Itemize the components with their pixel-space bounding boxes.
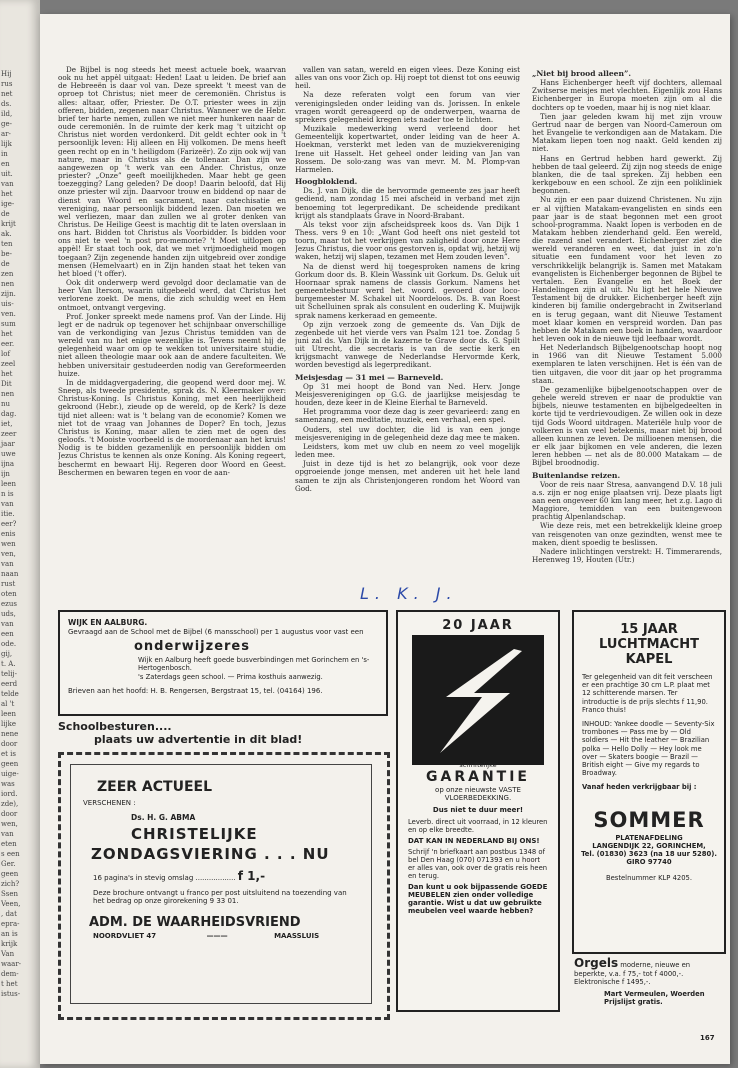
paragraph: Hans Eichenberger heeft vijf dochters, allemaal Zwitserse meisjes met vlechten. Eigenlijk zou Hans Eichenberger in Europa moeten zijn om al die dochters op te voeden, maar hij is nog niet klaar. [532, 78, 722, 112]
paragraph: Nadere inlichtingen verstrekt: H. Timmerarends, Herenweg 19, Houten (Utr.) [532, 546, 722, 565]
paragraph: Wie deze reis, met een betrekkelijk kleine groep van reisgenoten van onze gezindten, wenst mee te maken, dient spoedig te beslissen. [532, 521, 722, 547]
previous-page-fragment: zeel [1, 360, 16, 368]
ad-text: Dus niet te duur meer! [432, 806, 524, 814]
previous-page-fragment: Hij [1, 70, 12, 78]
ad-text: op onze nieuwste VASTE VLOERBEDEKKING. [435, 786, 521, 802]
previous-page-fragment: in [1, 150, 8, 158]
previous-page-fragment: Ger. [1, 860, 16, 868]
previous-page-fragment: leen [1, 710, 17, 718]
ad-text: Tel. (01830) 3623 (na 18 uur 5280). [581, 849, 717, 858]
previous-page-fragment: geen [1, 870, 19, 878]
page-number: 167 [700, 1034, 715, 1042]
previous-page-fragment: et is [1, 750, 17, 758]
previous-page-fragment: het [1, 370, 13, 378]
section-heading: Hoogbloklend. [295, 177, 358, 187]
previous-page-fragment: ven. [1, 310, 16, 318]
ad-price-line [93, 869, 371, 883]
paragraph: Op zijn verzoek zong de gemeente ds. Van Dijk de zegenbede uit het vierde vers van Psalm 121 toe. Zondag 5 juni zal ds. Van Dijk in de kazerne te Grave door ds. G. Spilt uit Utrecht, die secretaris is van de sectie kerk en krijgsmacht vanwege de Nederlandse Hervormde Kerk, worden bevestigd als legerpredikant. [295, 319, 520, 370]
ad-text: Ter gelegenheid van dit feit verscheen er een prachtige 30 cm L.P. plaat met 12 schitterende marsen. Ter introductie is de prijs slechts f 11,90. Franco thuis! [582, 673, 713, 714]
paragraph: In de middagvergadering, die geopend werd door mej. W. Sneep, als tweede presidente, sprak ds. N. Kleermaker over: Christus-Koning. Is Christus Koning, met een heerlijkheid gekroond (Hebr.), zieude op de wereld, op de Kerk? Is deze tijd niet alleen: wat is 't belang van de economie? Komen we niet tot de vraag van Johannes de Doper? En toch, Jezus Christus is Koning, maar allen te zien met de ogen des geloofs. 't Mooiste voorbeeld is de moordenaar aan het kruis! Nodig is te bidden gezamenlijk en persoonlijk bidden om Jezus Christus te kennen als onze Koning. Als Koning regeert, beschermt en bewaart Hij. Regeren door Woord en Geest. Beschermen en bewaren tegen en voor de aan- [58, 377, 286, 477]
previous-page-fragment: ild, [1, 110, 13, 118]
previous-page-fragment: t. A. [1, 660, 16, 668]
paragraph: Voor de reis naar Stresa, aanvangend D.V. 18 juli a.s. zijn er nog enige plaatsen vrij. Deze plaats ligt aan een ongeveer 60 km lang meer, het z.g. Lago di Maggiore, temidden van een buitengewoon prachtig Alpenlandschap. [532, 479, 722, 522]
previous-page-fragment: eer. [1, 340, 15, 348]
paragraph: De Bijbel is nog steeds het meest actuele boek, waarvan ook nu het appèl uitgaat: Heden! Laat u leiden. De brief aan de Hebreeën is daar vol van. Deze spreekt 't meest van de oproep tot Christus; niet meer de ceremoniën. Christus is alles: altaar, offer, Priester. De O.T. priester wees in zijn offeren, bidden, zegenen naar Christus. Wanneer we de Hebr. brief ter harte nemen, zullen we niet meer hunkeren naar de oude ceremoniën. In de ruimte der kerk mag 't uitzicht op Christus niet worden verdonkerd. Dit geldt echter ook in 't persoonlijk leven: Hij alleen en Hij volkomen. De mens heeft geen recht op en in 't heiligdom (Farizeër). Zo zijn ook wij van nature, maar in Christus als de tollenaar. Dan zijn we aangewezen op 't werk van een Ander. Christus, onze priester? „Onze” geeft moeilijkheden. Maar hebt ge geen toezegging? Lang geleden? De doop! Daarin beloofd, dat Hij onze priester wil zijn. Daarvoor trouw en biddend op naar de dienst van Woord en sacrament, naar catechisatie en vereniging, naar persoonlijk biddend lezen. Dan moeten we wel verliezen, maar dan zullen we al groter denken van Christus. De Heilige Geest is machtig dit te laten overslaan in ons hart. Bidden tot Christus als Voorbidder. Is bidden voor ons niet te veel 'n post pro-memorie? 't Moet uitlopen op appèl! Er staat toch ook, dat we met vrijmoedigheid mogen toegaan? Zijn zegenende handen zijn uitgebreid over zondige mensen (Hemelvaart) en in Zijn handen staat het teken van het bloed ('t offer). [58, 66, 286, 278]
previous-page-fragment: dem- [1, 970, 19, 978]
brochure-title-line-1: CHRISTELIJKE [131, 825, 258, 843]
paragraph: De gezamenlijke bijbelgenootschappen over de gehele wereld streven er naar de produktie van bijbels, nieuwe testamenten en bijbelgedeelten in korte tijd te verdrievoudigen. Ze willen ook in deze tijd Gods Woord uitdragen. Materiële hulp voor de volkeren is van veel betekenis, maar niet bij brood alleen kunnen ze leven. De millioenen mensen, die er elk jaar bijkomen en vele anderen, die lezen leren hebben — net als de 80.000 Matakam — de Bijbel broodnodig. [532, 384, 722, 468]
previous-page-fragment: Ssen [1, 890, 19, 898]
paragraph: Na de dienst werd hij toegesproken namens de kring Gorkum door ds. B. Klein Wassink uit Gorkum. Ds. Geluk uit Hoornaar sprak namens de classis Gorkum. Namens het gemeentebestuur werd het. woord. gevoerd door loco-burgemeester M. Schakel uit Noordeloos. Ds. B. van Roest uit Schelluinen sprak als consulent en ouderling K. Muijwijk sprak namens kerkeraad en gemeente. [295, 261, 520, 320]
previous-page-fragment: lof [1, 350, 11, 358]
previous-page-fragment: krijt [1, 220, 16, 228]
previous-page-fragment: oten [1, 590, 17, 598]
previous-page-fragment: Veen, [1, 900, 21, 908]
paragraph: Ds. J. van Dijk, die de hervormde gemeente zes jaar heeft gediend, nam zondag 15 mei afscheid in verband met zijn benoeming tot legerpredikant. De scheidende predikant krijgt als standplaats Grave in Noord-Brabant. [295, 186, 520, 220]
previous-page-fragment: en [1, 160, 10, 168]
previous-page-fragment: ijn [1, 470, 10, 478]
previous-page-fragment: ven, [1, 550, 16, 558]
section-heading: Buitenlandse reizen. [532, 470, 621, 480]
previous-page-fragment: iet, [1, 420, 13, 428]
paragraph: Tien jaar geleden kwam hij met zijn vrouw Gertrud naar de bergen van Noord-Cameroun om het Evangelie te verkondigen aan de Matakam. Die Matakam liepen toen nog naakt. Geld kenden zij niet. [532, 111, 722, 154]
previous-page-fragment: de [1, 210, 10, 218]
previous-page-fragment: door [1, 810, 18, 818]
previous-page-fragment: het [1, 190, 13, 198]
previous-page-fragment: eer? [1, 520, 17, 528]
ad-title: onderwijzeres [134, 639, 250, 654]
ad-text: VERSCHENEN : [83, 799, 136, 807]
previous-page-fragment: rust [1, 580, 16, 588]
previous-page-fragment: krijk [1, 940, 18, 948]
previous-page-fragment: eerd [1, 680, 18, 688]
ad-text: GIRO 97740 [626, 857, 672, 866]
previous-page-fragment: uit. [1, 170, 13, 178]
previous-page-fragment: telij- [1, 670, 17, 678]
previous-page-fragment: zich? [1, 880, 20, 888]
publisher-name: ADM. DE WAARHEIDSVRIEND [89, 915, 301, 930]
previous-page-fragment: van [1, 560, 14, 568]
paragraph: Na deze referaten volgt een forum van vier verenigingsleden onder leiding van ds. Jorissen. In enkele vragen wordt gereageerd op de onderwerpen, waarna de sprekers gelegenheid kregen iets nader toe te lichten. [295, 90, 520, 124]
previous-page-fragment: wen, [1, 820, 18, 828]
previous-page-fragment: een [1, 630, 14, 638]
previous-page-fragment: sum [1, 320, 16, 328]
ad-school-vacancy [58, 610, 388, 716]
previous-page-fragment: t het [1, 980, 18, 988]
previous-page-fragment: dag. [1, 410, 17, 418]
previous-page-fragment: van [1, 500, 14, 508]
paragraph: Nu zijn er een paar duizend Christenen. Nu zijn er al vijftien Matakam-evangelisten en sinds een paar jaar is de staat begonnen met een groot school-programma. Naakt lopen is verboden en de Matakam hebben zienderhand geld. Een wereld, die razend snel verandert. Eichenberger ziet die wereld veranderen en weet, dat juist in zo'n situatie een fundament voor het leven zo verschrikkelijk belangrijk is. Samen met Matakam evangelisten is Eichenberger begonnen de Bijbel te vertalen. Een Evangelie en het Boek der Handelingen zijn al uit. Nu ligt het hele Nieuwe Testament bij de drukker. Eichenberger heeft zijn kinderen bij familie ondergebracht in Zwitserland en is terug gegaan, want dit Nieuwe Testament moet klaar komen en verspreid worden. Dan pas hebben de Matakam een boek in handen, waardoor het leven ook in de nieuwe tijd leefbaar wordt. [532, 195, 722, 343]
previous-page-fragment: enis [1, 530, 16, 538]
previous-page-fragment: wen [1, 540, 16, 548]
previous-page-fragment: al 't [1, 700, 15, 708]
ad-text: Wijk en Aalburg heeft goede busverbindingen met Gorinchem en 's-Hertogenbosch. [138, 656, 370, 672]
ad-text: Mart Vermeulen, Woerden [604, 990, 705, 998]
ad-title: ZEER ACTUEEL [97, 779, 213, 795]
previous-page-fragment: ige- [1, 200, 15, 208]
previous-page-fragment: lijke [1, 720, 17, 728]
ad-record-sommer [572, 610, 726, 954]
previous-page-fragment: eten [1, 840, 17, 848]
previous-page-fragment: iord. [1, 790, 18, 798]
paragraph: vallen van satan, wereld en eigen vlees. Deze Koning eist alles van ons voor Zich op. Hij roept tot dienst tot ons eeuwig heil. [295, 66, 520, 91]
previous-page-fragment: ds. [1, 100, 12, 108]
street: NOORDVLIET 47 [93, 932, 157, 940]
previous-page-fragment: de [1, 260, 10, 268]
previous-page-fragment: ten [1, 240, 13, 248]
paragraph: Muzikale medewerking werd verleend door het Gemeentelijk kopertwartet, onder leiding van de heer A. Hoekman, versterkt met leden van de muziekvereniging Irene uit Hasselt. Het geheel onder leiding van Jan van Rossem. De solo-zang was van mevr. M. M. Plomp-van Harmelen. [295, 124, 520, 174]
title-line: KAPEL [625, 652, 673, 667]
previous-page-fragment: ak. [1, 230, 12, 238]
ad-text: Dan kunt u ook bijpassende GOEDE MEUBELEN zien onder volledige garantie. Wist u dat uw gebruikte meubelen veel waarde hebben? [408, 883, 548, 915]
publisher-address [93, 932, 371, 940]
paragraph: Als tekst voor zijn afscheidspreek koos ds. Van Dijk 1 Thess. vers 9 en 10: „Want God heeft ons niet gesteld tot toorn, maar tot het verkrijgen van zaligheid door onze Here Jezus Christus, die voor ons gestorven is, opdat wij, hetzij wij waken, hetzij wij slapen, tezamen met Hem zouden leven”. [295, 219, 520, 262]
city: MAASSLUIS [274, 932, 320, 940]
previous-page-fragment: uwe [1, 450, 16, 458]
previous-page-fragment: lijk [1, 140, 12, 148]
previous-page-fragment: ijna [1, 460, 15, 468]
ad-title: Orgels [574, 956, 619, 970]
previous-page-fragment: n is [1, 490, 14, 498]
ad-text: Leverb. direct uit voorraad, in 12 kleuren en op elke breedte. [408, 818, 548, 834]
previous-page-fragment: was [1, 780, 15, 788]
previous-page-fragment: uds, [1, 610, 16, 618]
previous-page-fragment: van [1, 830, 14, 838]
title-line: LUCHTMACHT [599, 637, 699, 652]
brochure-title-line-2: ZONDAGSVIERING . . . NU [91, 845, 330, 863]
previous-page-fragment: van [1, 620, 14, 628]
previous-page-fragment: nen [1, 280, 15, 288]
previous-page-fragment: rus [1, 80, 13, 88]
slogan-line-2: plaats uw advertentie in dit blad! [94, 733, 303, 746]
previous-page-fragment: nu [1, 400, 11, 408]
ad-slogan [58, 720, 302, 746]
previous-page-fragment: nene [1, 730, 19, 738]
previous-page-fragment: zen [1, 270, 14, 278]
ad-text: Prijslijst gratis. [604, 998, 663, 1006]
paragraph: Ouders, stel uw dochter, die lid is van een jonge meisjesvereniging in de gelegenheid deze dag mee te maken. [295, 424, 520, 442]
previous-page-fragment: naan [1, 570, 19, 578]
previous-page-fragment: ezus [1, 600, 17, 608]
previous-page-fragment: nen [1, 390, 15, 398]
ad-text: schriftelijke [459, 761, 497, 769]
ad-text: INHOUD: Yankee doodle — Seventy-Six trombones — Pass me by — Old soldiers — Hit the leather — Brazilian polka — Hello Dolly — Hey look me over — Skaters boogie — Brazil — British eight — Give my regards to Broadway. [582, 720, 715, 778]
previous-page-fragment: Van [1, 950, 15, 958]
previous-page-fragment: ode. [1, 640, 17, 648]
ad-orgels [574, 956, 724, 1006]
previous-page-fragment: be- [1, 250, 12, 258]
handwritten-initials: L. K. J. [360, 584, 458, 603]
previous-page-fragment: waar- [1, 960, 22, 968]
ad-text: Vanaf heden verkrijgbaar bij : [582, 783, 697, 792]
ad-text: Brieven aan het hoofd: H. B. Rengersen, Bergstraat 15, tel. (04164) 196. [68, 687, 323, 695]
column-2 [295, 66, 520, 586]
paragraph: Hans en Gertrud hebben hard gewerkt. Zij hebben de taal geleerd. Zij zijn nog steeds de enige blanken, die de taal spreken. Zij hebben een kerkgebouw en een school. Ze zijn een polikliniek begonnen. [532, 153, 722, 196]
previous-page-fragment: van [1, 180, 14, 188]
pages-text: 16 pagina's in stevig omslag .................. [93, 874, 236, 882]
previous-page-fragment: geen [1, 760, 19, 768]
ad-brochure [70, 764, 372, 1004]
paragraph: Op 31 mei hoopt de Bond van Ned. Herv. Jonge Meisjesverenigingen op G.G. de jaarlijkse meisjesdag te houden, deze keer in de Kleine Eierhal te Barneveld. [295, 381, 520, 408]
column-3 [532, 66, 722, 626]
previous-page-fragment: an is [1, 930, 18, 938]
ad-text: PLATENAFDELING [615, 833, 683, 842]
ad-text: 's Zaterdags geen school. — Prima kosthuis aanwezig. [138, 673, 323, 681]
previous-page-fragment: Dit [1, 380, 12, 388]
previous-page-fragment: het [1, 330, 13, 338]
paragraph: Leidsters, kom met uw club en neem zo veel mogelijk leden mee. [295, 441, 520, 460]
ad-author: Ds. H. G. ABMA [131, 813, 196, 822]
previous-page-fragment: uis- [1, 300, 14, 308]
previous-page-fragment: gij, [1, 650, 13, 658]
ad-text [574, 956, 724, 986]
previous-page-fragment: istus- [1, 990, 21, 998]
previous-page-fragment: epra- [1, 920, 20, 928]
previous-page-fragment: itie. [1, 510, 15, 518]
previous-page-fragment: uige- [1, 770, 19, 778]
shop-name: SOMMER [593, 807, 705, 832]
ad-text: Bestelnummer KLP 4205. [605, 873, 693, 882]
column-1 [58, 66, 286, 646]
paragraph: Het programma voor deze dag is zeer gevarieerd: zang en samenzang, een meditatie, muziek, een verhaal, een spel. [295, 407, 520, 425]
ad-flooring-guarantee [396, 610, 560, 1012]
lightning-logo-icon [412, 635, 544, 765]
page [40, 14, 730, 1064]
ad-title [574, 622, 724, 667]
ad-text: DAT KAN IN NEDERLAND BIJ ONS! [408, 837, 540, 845]
ad-text: Schrijf 'n briefkaart aan postbus 1348 of bel Den Haag (070) 071393 en u hoort er alles van, ook over de gratis reis heen en terug. [408, 848, 548, 880]
slogan-line-1: Schoolbesturen.... [58, 720, 172, 733]
paragraph: Ook dit onderwerp werd gevolgd door declamatie van de heer Van Iterson, waarin uitgebeeld werd, dat Christus het verlorene zoekt. De mens, die zich schuldig weet en Hem ontmoet, ontvangt vergeving. [58, 278, 286, 312]
previous-page-fragment: zeer [1, 430, 17, 438]
previous-page-fragment: telde [1, 690, 19, 698]
previous-page-fragment: door [1, 740, 18, 748]
previous-page-fragment: , dat [1, 910, 17, 918]
title-line: 15 JAAR [620, 622, 678, 637]
previous-page-strip [0, 0, 40, 1068]
paragraph: Het Nederlandsch Bijbelgenootschap hoopt nog in 1966 van dit Nieuwe Testament 5.000 exemplaren te laten verschijnen. Het is één van de tien uitgaven, die voor dit jaar op het programma staan. [532, 343, 722, 385]
ad-body: moderne, nieuwe en beperkte, v.a. f 75,- tot f 4000,-. Elektronische f 1495,-. [574, 961, 691, 986]
paragraph: Prof. Jonker spreekt mede namens prof. Van der Linde. Hij legt er de nadruk op tegenover het schijnbaar onverschillige van de verkondiging van Jezus Christus temidden van de wereld van nu het enige wezenlijke is. Tevens neemt hij de gelegenheid waar om op te wekken tot universitaire studie, niet alleen theologie maar ook aan de andere faculteiten. We hebben universitair gestudeerden nodig van Gereformeerden huize. [58, 311, 286, 378]
ad-text: Deze brochure ontvangt u franco per post uitsluitend na toezending van het bedrag op onze girorekening 9 33 01. [93, 889, 347, 905]
ad-text: Gevraagd aan de School met de Bijbel (6 mansschool) per 1 augustus voor vast een [68, 628, 364, 636]
ad-title: GARANTIE [426, 769, 530, 785]
section-heading: „Niet bij brood alleen”. [532, 69, 632, 78]
price: f 1,- [237, 869, 266, 883]
previous-page-fragment: s een [1, 850, 20, 858]
previous-page-fragment: zijn. [1, 290, 16, 298]
dash: ——— [206, 932, 228, 940]
previous-page-fragment: ar- [1, 130, 11, 138]
previous-page-fragment: zde), [1, 800, 19, 808]
ad-text: LANGENDIJK 22, GORINCHEM, [592, 841, 706, 850]
paragraph: Juist in deze tijd is het zo belangrijk, ook voor deze opgroeiende jonge mensen, met anderen uit het hele land samen te zijn als Christenjongeren rondom het Woord van God. [295, 459, 520, 493]
previous-page-fragment: jaar [1, 440, 15, 448]
previous-page-fragment: leen [1, 480, 17, 488]
ad-heading: WIJK EN AALBURG. [68, 618, 148, 627]
section-heading: Meisjesdag — 31 mei — Barneveld. [295, 372, 444, 382]
ad-title: 20 JAAR [442, 618, 514, 633]
previous-page-fragment: net [1, 90, 13, 98]
previous-page-fragment: ge- [1, 120, 12, 128]
